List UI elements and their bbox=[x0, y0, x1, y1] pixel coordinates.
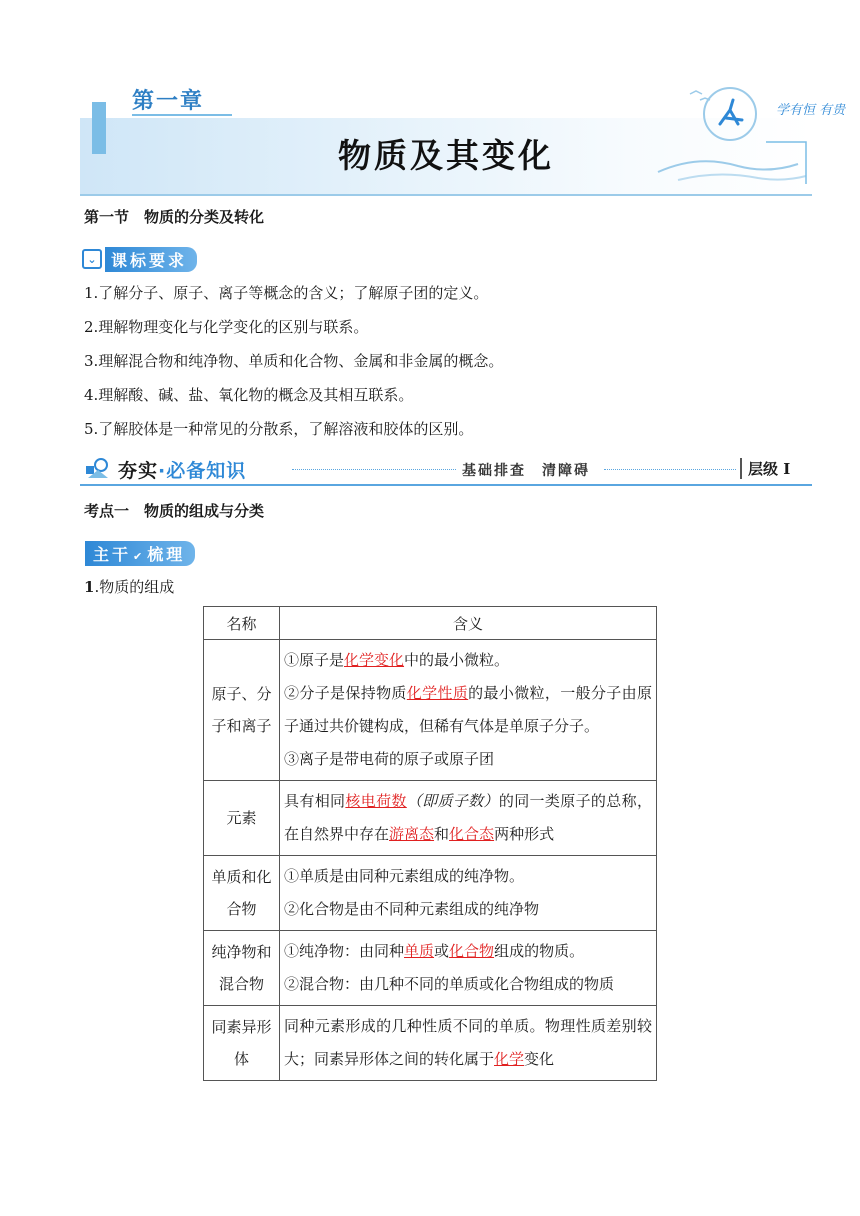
table-row bbox=[204, 856, 657, 931]
knowledge-band bbox=[80, 452, 812, 486]
row-name: 纯净物和混合物 bbox=[204, 931, 280, 1006]
table-header-row bbox=[204, 607, 657, 640]
table-row bbox=[204, 781, 657, 856]
band-title-part-b: 必备知识 bbox=[166, 460, 247, 482]
band-dotted-line-left bbox=[292, 469, 456, 470]
row-definition bbox=[280, 856, 657, 931]
check-circle-icon: ✔ bbox=[133, 549, 146, 563]
text-span: 变化 bbox=[524, 1050, 555, 1068]
chapter-label: 第一章 bbox=[132, 89, 205, 114]
row-definition bbox=[280, 1006, 657, 1081]
text-span: 和 bbox=[434, 825, 450, 843]
main-review-part-b: 梳理 bbox=[147, 544, 186, 564]
requirements-label bbox=[82, 248, 197, 270]
table-row bbox=[204, 931, 657, 1006]
topic-heading: 考点一 物质的组成与分类 bbox=[84, 502, 265, 520]
lightbulb-logo-icon bbox=[84, 456, 112, 480]
note-span: （即质子数） bbox=[406, 792, 499, 810]
text-span: 同种元素形成的几种性质不同的单质。物理性质差别较大；同素异形体之间的转化属于 bbox=[284, 1017, 652, 1068]
text-span: ①单质是由同种元素组成的纯净物。 bbox=[284, 867, 525, 885]
requirements-label-text: 课标要求 bbox=[105, 247, 197, 272]
answer-blank: 化学变化 bbox=[344, 651, 405, 669]
text-span: 或 bbox=[434, 942, 450, 960]
band-title-part-a: 夯实 bbox=[118, 460, 159, 482]
row-definition bbox=[280, 640, 657, 781]
band-subtitle: 基础排查 清障碍 bbox=[462, 463, 590, 479]
subheading-text: .物质的组成 bbox=[94, 578, 175, 596]
row-name: 同素异形体 bbox=[204, 1006, 280, 1081]
row-name: 原子、分子和离子 bbox=[204, 640, 280, 781]
table-row bbox=[204, 640, 657, 781]
band-main-title bbox=[118, 456, 246, 483]
text-span: ②混合物：由几种不同的单质或化合物组成的物质 bbox=[284, 975, 615, 993]
text-span: 的同一类原子的总称，在自然界中存在 bbox=[284, 792, 652, 843]
row-name: 单质和化合物 bbox=[204, 856, 280, 931]
band-title-dot: · bbox=[158, 460, 167, 482]
text-span: 两种形式 bbox=[494, 825, 555, 843]
double-chevron-down-icon: ⌄ bbox=[82, 249, 102, 269]
main-review-part-a: 主干 bbox=[93, 544, 132, 564]
answer-blank: 核电荷数 bbox=[345, 792, 407, 810]
chapter-label-underline bbox=[132, 114, 232, 116]
row-definition bbox=[280, 781, 657, 856]
band-underline bbox=[80, 484, 812, 486]
text-span: 的最小微粒，一般分子由原子通过共价键构成，但稀有气体是单原子分子。 bbox=[284, 684, 652, 735]
requirement-item: 5.了解胶体是一种常见的分散系，了解溶液和胶体的区别。 bbox=[84, 420, 474, 438]
answer-blank: 游离态 bbox=[389, 825, 435, 843]
text-span: ②化合物是由不同种元素组成的纯净物 bbox=[284, 900, 540, 918]
subheading bbox=[84, 576, 174, 597]
row-definition bbox=[280, 931, 657, 1006]
subheading-number: 1 bbox=[84, 578, 95, 596]
text-span: 中的最小微粒。 bbox=[404, 651, 510, 669]
answer-blank: 化学性质 bbox=[406, 684, 469, 702]
text-span: ①纯净物：由同种 bbox=[284, 942, 405, 960]
text-span: 具有相同 bbox=[284, 792, 346, 810]
band-dotted-line-right bbox=[604, 469, 736, 470]
text-span: ①原子是 bbox=[284, 651, 345, 669]
main-review-label bbox=[82, 542, 195, 564]
text-span: ③离子是带电荷的原子或原子团 bbox=[284, 750, 495, 768]
requirement-item: 4.理解酸、碱、盐、氧化物的概念及其相互联系。 bbox=[84, 386, 414, 404]
requirement-item: 3.理解混合物和纯净物、单质和化合物、金属和非金属的概念。 bbox=[84, 352, 504, 370]
answer-blank: 化合物 bbox=[449, 942, 495, 960]
answer-blank: 化合态 bbox=[449, 825, 495, 843]
chapter-banner bbox=[80, 84, 846, 194]
requirements-list bbox=[84, 282, 503, 452]
main-review-label-text bbox=[85, 541, 195, 566]
answer-blank: 化学 bbox=[494, 1050, 525, 1068]
text-span: 组成的物质。 bbox=[494, 942, 585, 960]
section-title: 第一节 物质的分类及转化 bbox=[84, 208, 265, 226]
composition-table bbox=[203, 606, 657, 1081]
answer-blank: 单质 bbox=[404, 942, 435, 960]
chapter-title: 物质及其变化 bbox=[338, 136, 554, 175]
row-name: 元素 bbox=[204, 781, 280, 856]
deco-text: 学有恒 有贵 bbox=[776, 103, 846, 118]
reading-figure-decoration-icon bbox=[638, 84, 846, 192]
table-header-meaning: 含义 bbox=[280, 607, 657, 640]
requirement-item: 2.理解物理变化与化学变化的区别与联系。 bbox=[84, 318, 369, 336]
text-span: ②分子是保持物质 bbox=[284, 684, 407, 702]
table-row bbox=[204, 1006, 657, 1081]
table-header-name: 名称 bbox=[204, 607, 280, 640]
band-level: 层级 Ⅰ bbox=[740, 458, 790, 479]
requirement-item: 1.了解分子、原子、离子等概念的含义；了解原子团的定义。 bbox=[84, 284, 489, 302]
